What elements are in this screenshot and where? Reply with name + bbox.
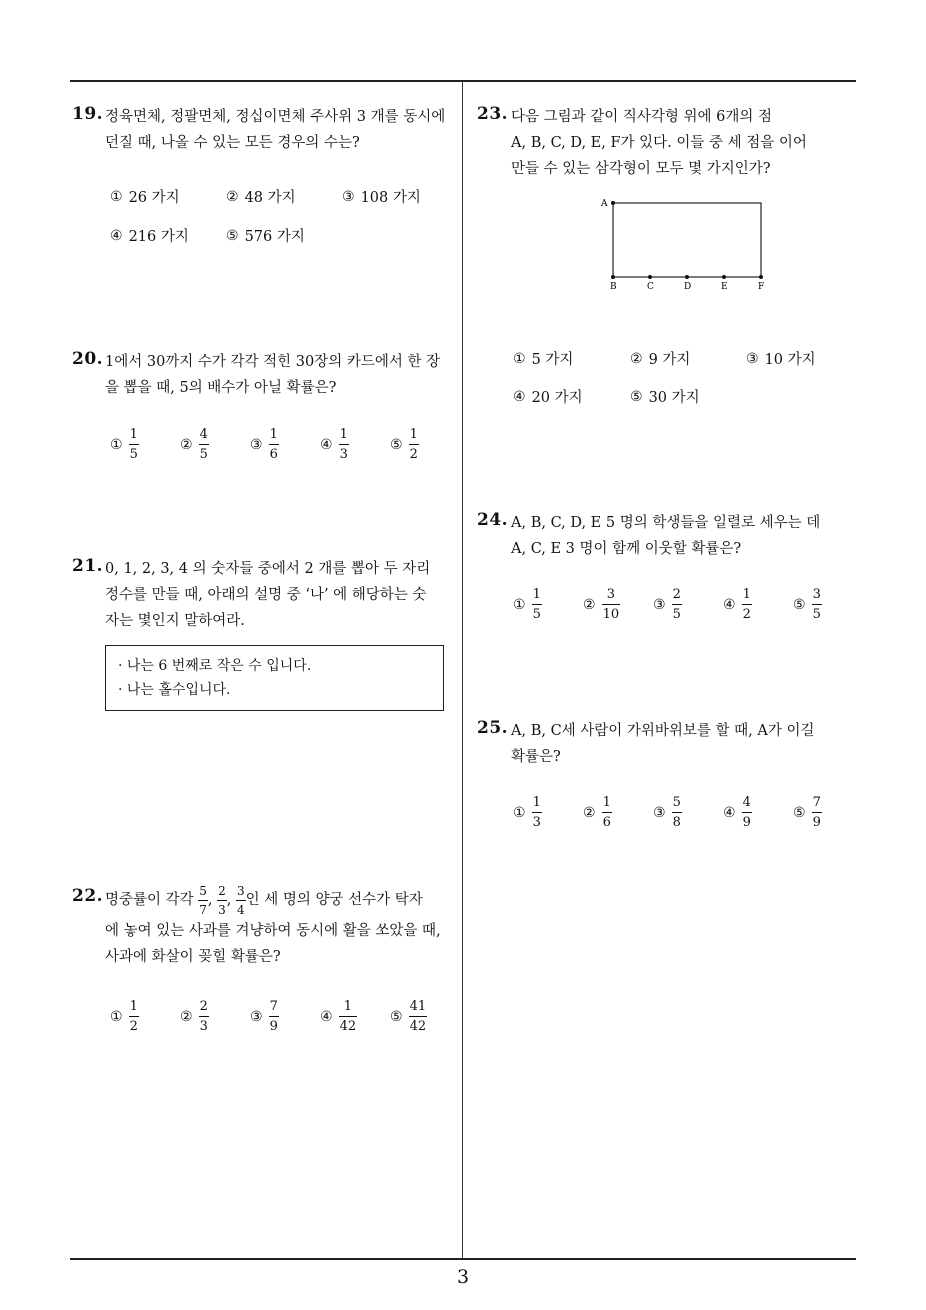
choice-1[interactable]: ① 5 가지 (513, 350, 574, 368)
choice-3[interactable]: ③ $\frac{7}{9}$ (250, 999, 278, 1034)
question-number: 21. (72, 556, 104, 576)
page-number: 3 (456, 1266, 470, 1288)
question-text: 명중률이 각각 $\frac{5}{7}$ , $\frac{2}{3}$ , $\frac{3}{4}$ 인 세 명의 양궁 선수가 탁자 에 놓여 있는 사과를 겨냥하여 동시에 활을 쏘았을 때, 사과에 화살이 꽂힐 확률은? (105, 883, 441, 965)
label-a: A (601, 199, 608, 209)
label-e: E (721, 282, 728, 292)
choice-3[interactable]: ③ $\frac{1}{6}$ (250, 427, 278, 462)
label-d: D (684, 282, 692, 292)
choice-2[interactable]: ② $\frac{4}{5}$ (180, 427, 208, 462)
question-text: 0, 1, 2, 3, 4 의 숫자들 중에서 2 개를 뽑아 두 자리 정수를 만들 때, 아래의 설명 중 ‘나’ 에 해당하는 숫 자는 몇인지 말하여라. (105, 561, 431, 629)
choice-2[interactable]: ② $\frac{1}{6}$ (583, 795, 611, 830)
choice-3[interactable]: ③ $\frac{2}{5}$ (653, 587, 681, 622)
choice-2[interactable]: ② $\frac{3}{10}$ (583, 587, 620, 622)
choice-5[interactable]: ⑤ $\frac{7}{9}$ (793, 795, 821, 830)
choice-5[interactable]: ⑤ $\frac{41}{42}$ (390, 999, 427, 1034)
choice-2[interactable]: ② $\frac{2}{3}$ (180, 999, 208, 1034)
choice-4[interactable]: ④ $\frac{1}{2}$ (723, 587, 751, 622)
point-a (611, 201, 615, 205)
hint-box: · 나는 6 번째로 작은 수 입니다. · 나는 홀수입니다. (105, 645, 444, 711)
choice-4[interactable]: ④ 216 가지 (110, 227, 189, 245)
question-number: 20. (72, 349, 104, 369)
question-number: 22. (72, 886, 104, 906)
point-c (648, 275, 652, 279)
question-number: 19. (72, 104, 104, 124)
question-text: A, B, C세 사람이 가위바위보를 할 때, A가 이길 확률은? (511, 723, 815, 765)
choice-1[interactable]: ① $\frac{1}{2}$ (110, 999, 138, 1034)
question-text: 정육면체, 정팔면체, 정십이면체 주사위 3 개를 동시에 던질 때, 나올 수 있는 모든 경우의 수는? (105, 109, 446, 151)
question-text: A, B, C, D, E 5 명의 학생들을 일렬로 세우는 데 A, C, E 3 명이 함께 이웃할 확률은? (511, 515, 821, 557)
point-d (685, 275, 689, 279)
choice-1[interactable]: ① 26 가지 (110, 188, 180, 206)
choice-4[interactable]: ④ $\frac{4}{9}$ (723, 795, 751, 830)
choice-5[interactable]: ⑤ $\frac{1}{2}$ (390, 427, 418, 462)
choice-1[interactable]: ① $\frac{1}{5}$ (110, 427, 138, 462)
choice-1[interactable]: ① $\frac{1}{5}$ (513, 587, 541, 622)
label-c: C (647, 282, 654, 292)
choice-1[interactable]: ① $\frac{1}{3}$ (513, 795, 541, 830)
choice-3[interactable]: ③ 108 가지 (342, 188, 421, 206)
choice-5[interactable]: ⑤ $\frac{3}{5}$ (793, 587, 821, 622)
choice-5[interactable]: ⑤ 30 가지 (630, 388, 700, 406)
choice-4[interactable]: ④ 20 가지 (513, 388, 583, 406)
column-divider (462, 81, 463, 1258)
fraction: $\frac{5}{7}$ (199, 883, 207, 917)
label-b: B (610, 282, 617, 292)
label-f: F (758, 282, 765, 292)
question-number: 25. (477, 718, 509, 738)
choice-5[interactable]: ⑤ 576 가지 (226, 227, 305, 245)
choice-4[interactable]: ④ $\frac{1}{3}$ (320, 427, 348, 462)
question-number: 23. (477, 104, 509, 124)
rectangle (613, 203, 761, 277)
choice-2[interactable]: ② 48 가지 (226, 188, 296, 206)
choice-2[interactable]: ② 9 가지 (630, 350, 691, 368)
question-number: 24. (477, 510, 509, 530)
bottom-rule (70, 1258, 856, 1260)
top-rule (70, 80, 856, 82)
choice-4[interactable]: ④ $\frac{1}{42}$ (320, 999, 357, 1034)
rectangle-points-figure (596, 194, 776, 294)
point-f (759, 275, 763, 279)
question-text: 다음 그림과 같이 직사각형 위에 6개의 점 A, B, C, D, E, F가 있다. 이들 중 세 점을 이어 만들 수 있는 삼각형이 모두 몇 가지인가? (511, 109, 807, 177)
point-b (611, 275, 615, 279)
point-e (722, 275, 726, 279)
question-text: 1에서 30까지 수가 각각 적힌 30장의 카드에서 한 장 을 뽑을 때, 5의 배수가 아닐 확률은? (105, 354, 441, 396)
choice-3[interactable]: ③ $\frac{5}{8}$ (653, 795, 681, 830)
fraction: $\frac{3}{4}$ (236, 883, 245, 917)
fraction: $\frac{2}{3}$ (218, 883, 226, 917)
choice-3[interactable]: ③ 10 가지 (746, 350, 816, 368)
